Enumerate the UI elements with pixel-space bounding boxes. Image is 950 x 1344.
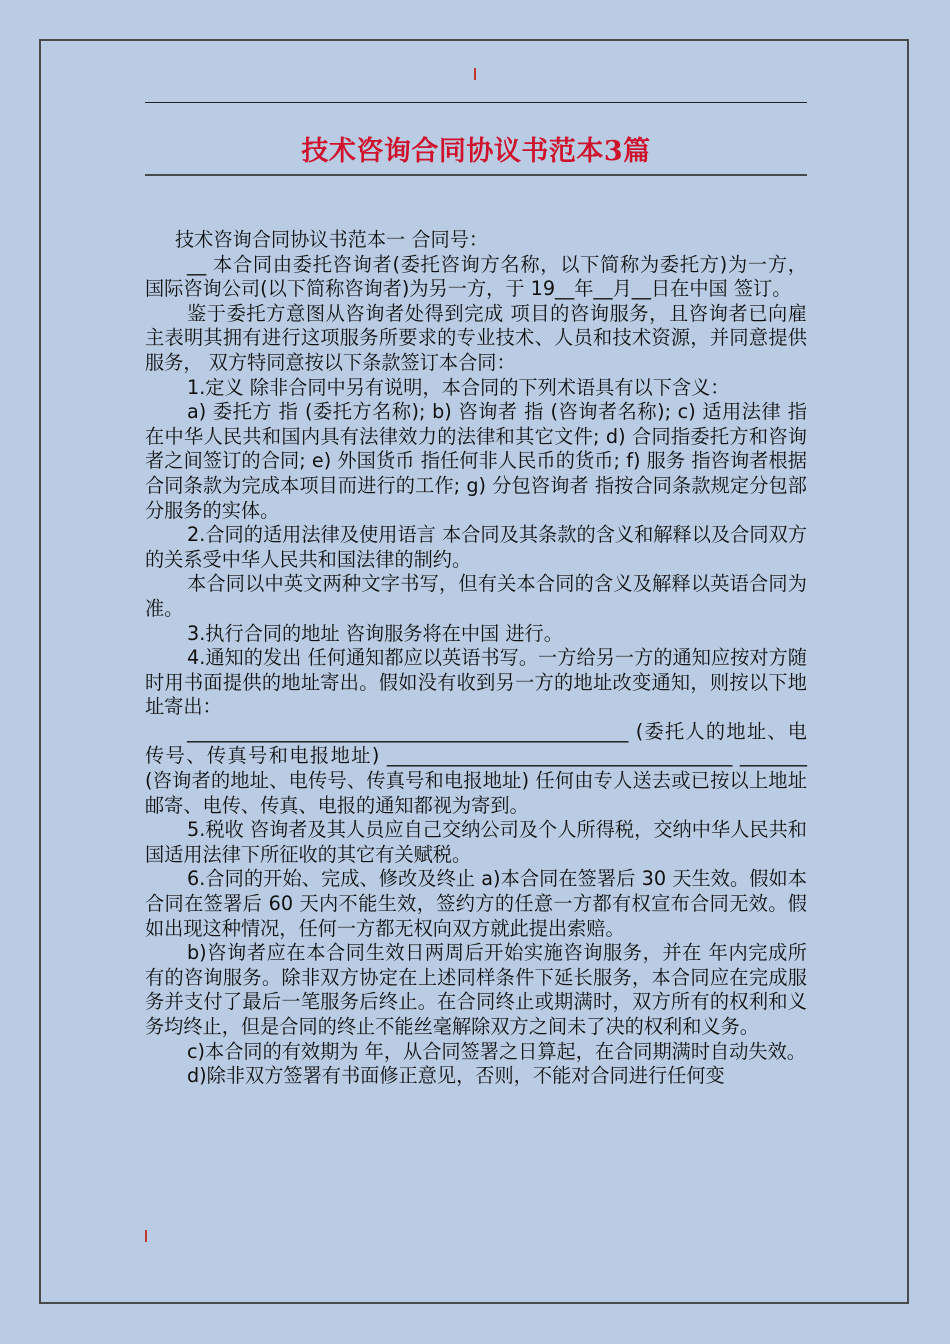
document-title: 技术咨询合同协议书范本3篇 [301,136,651,167]
header-mark [474,68,476,80]
header-rule [145,102,807,103]
paragraph: 5.税收 咨询者及其人员应自己交纳公司及个人所得税，交纳中华人民共和国适用法律下所征收的其它有关赋税。 [145,818,807,866]
title-rule [145,174,807,176]
paragraph: 3.执行合同的地址 咨询服务将在中国 进行。 [187,621,563,645]
paragraph: 鉴于委托方意图从咨询者处得到完成 项目的咨询服务，且咨询者已向雇主表明其拥有进行这项服务所要求的专业技术、人员和技术资源，并同意提供服务， 双方特同意按以下条款签订本合同： [145,301,807,374]
paragraph: 6.合同的开始、完成、修改及终止 a)本合同在签署后 30 天生效。假如本合同在签署后 60 天内不能生效，签约方的任意一方都有权宣布合同无效。假如出现这种情况，任何一方都无权向双方就此提出索赔。 [145,867,807,940]
paragraph: __ 本合同由委托咨询者(委托咨询方名称，以下简称为委托方)为一方， 国际咨询公司(以下简称咨询者)为另一方，于 19__年__月__日在中国 签订。 [145,252,807,301]
footer-mark [145,1230,147,1242]
paragraph: 4.通知的发出 任何通知都应以英语书写。一方给另一方的通知应按对方随时用书面提供的地址寄出。假如没有收到另一方的地址改变通知，则按以下地址寄出： [145,646,807,719]
paragraph: c)本合同的有效期为 年，从合同签署之日算起，在合同期满时自动失效。 [187,1039,806,1063]
paragraph: b)咨询者应在本合同生效日两周后开始实施咨询服务，并在 年内完成所有的咨询服务。除非双方协定在上述同样条件下延长服务，本合同应在完成服务并支付了最后一笔服务后终止。在合同终止或期满时，双方所有的权利和义务均终止，但是合同的终止不能丝毫解除双方之间未了决的权利和义务。 [145,941,807,1038]
paragraph: a) 委托方 指 (委托方名称); b) 咨询者 指 (咨询者名称); c) 适用法律 指在中华人民共和国内具有法律效力的法律和其它文件; d) 合同指委托方和咨询者之间签订的合同; e) 外国货币 指任何非人民币的货币; f) 服务 指咨询者根据合同条款为完成本项目而进行的工作; g) 分包咨询者 指按合同条款规定分包部分服务的实体。 [145,400,807,522]
paragraph: 2.合同的适用法律及使用语言 本合同及其条款的含义和解释以及合同双方的关系受中华人民共和国法律的制约。 [145,523,807,571]
paragraph: d)除非双方签署有书面修正意见，否则，不能对合同进行任何变 [187,1064,725,1088]
document-body [145,228,807,1089]
paragraph: 1.定义 除非合同中另有说明，本合同的下列术语具有以下含义： [187,375,730,399]
paragraph: ______________________________________________ (委托人的地址、电传号、传真号和电报地址) ____________________________________ _______ (咨询者的地址、电传号、传真号和电报地址) 任何由专人送去或已按以上地址邮寄、电传、传真、电报的通知都视为寄到。 [145,719,807,817]
paragraph: 本合同以中英文两种文字书写，但有关本合同的含义及解释以英语合同为准。 [145,572,807,620]
paragraph: 技术咨询合同协议书范本一 合同号： [175,228,489,251]
